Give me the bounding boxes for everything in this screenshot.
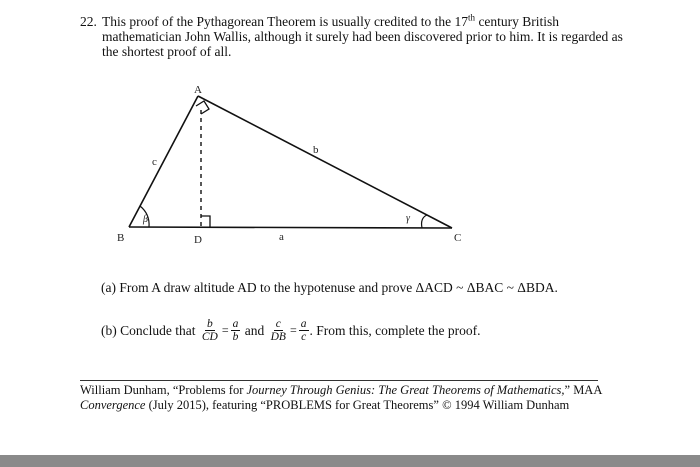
fraction-a-over-b: $\frac{a}{b}$ xyxy=(232,318,239,343)
problem-number: 22. xyxy=(80,14,97,29)
citation: William Dunham, “Problems for Journey Through Genius: The Great Theorems of Mathematics,” MAA Convergence (July 2015), featuring “PROBLEMS for Great Theorems” © 1994 William Dunham xyxy=(80,383,603,412)
side-b xyxy=(198,96,452,228)
side-label-b: b xyxy=(313,144,319,156)
equals-sign: = xyxy=(221,323,229,337)
side-a xyxy=(129,227,452,228)
right-angle-mark-d xyxy=(201,216,210,227)
bottom-bar xyxy=(0,455,700,467)
part-b-prefix: (b) Conclude that xyxy=(101,322,196,338)
problem-statement xyxy=(80,14,640,59)
side-label-c: c xyxy=(152,156,157,168)
vertex-label-a: A xyxy=(194,84,202,96)
vertex-label-d: D xyxy=(194,234,202,246)
fraction-a-over-c: $\frac{a}{c}$ xyxy=(300,318,307,343)
side-c xyxy=(129,96,198,227)
right-angle-mark-a xyxy=(196,101,209,114)
angle-label-beta: β xyxy=(143,214,148,225)
side-label-a: a xyxy=(279,231,284,243)
superscript-th: th xyxy=(468,12,476,23)
vertex-label-b: B xyxy=(117,232,125,244)
angle-label-gamma: γ xyxy=(406,213,410,224)
part-b-suffix: . From this, complete the proof. xyxy=(309,322,481,338)
problem-text: This proof of the Pythagorean Theorem is usually credited to the 17th century British mathematician John Wallis, although it surely had been discovered prior to him. It is regarded as the shortest proof of all. xyxy=(102,12,623,59)
triangle-figure xyxy=(100,80,480,255)
equals-sign-2: = xyxy=(289,323,297,337)
angle-arc-gamma xyxy=(422,215,427,228)
part-a-text: (a) From A draw altitude AD to the hypotenuse and prove ΔACD ~ ΔBAC ~ ΔBDA. xyxy=(101,280,558,295)
citation-divider xyxy=(80,380,598,381)
part-b xyxy=(101,318,480,343)
fraction-b-over-cd: $\frac{b}{CD}$ xyxy=(201,318,218,343)
vertex-label-c: C xyxy=(454,232,462,244)
fraction-c-over-db: $\frac{c}{DB}$ xyxy=(270,318,286,343)
and-word: and xyxy=(244,322,265,338)
